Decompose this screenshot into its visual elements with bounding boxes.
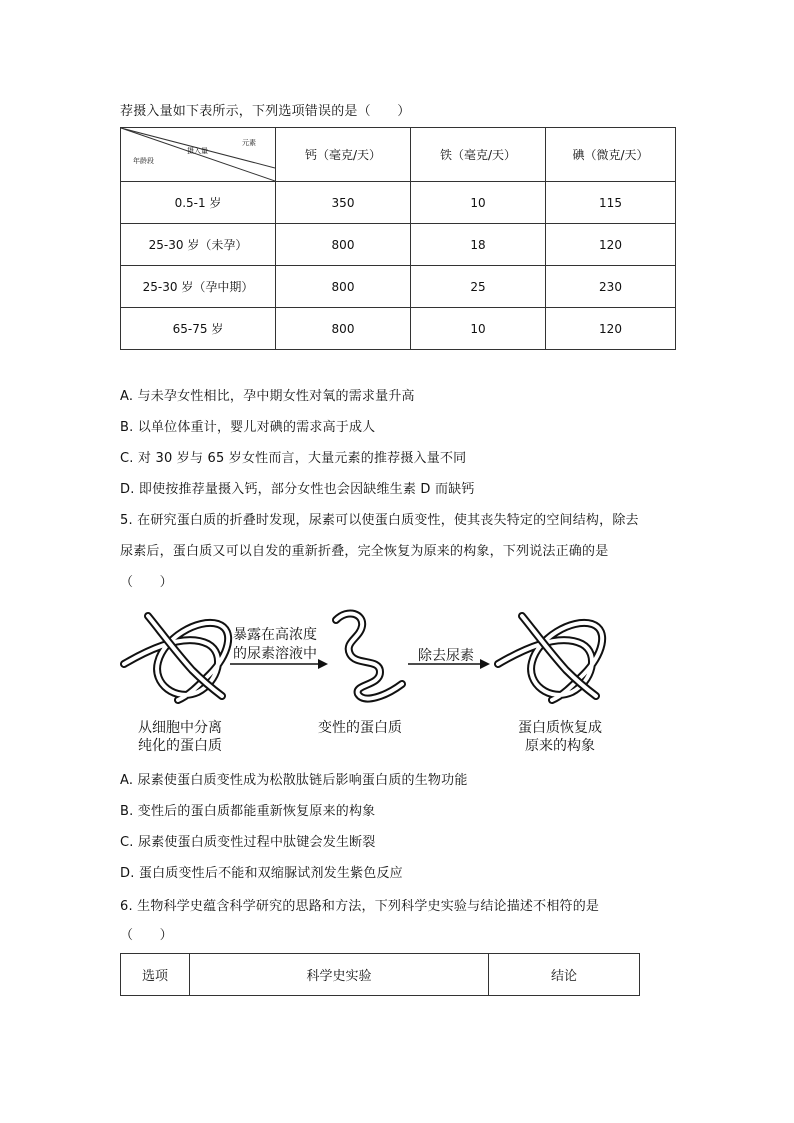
- diag-label-age: 年龄段: [133, 157, 154, 165]
- age-cell: 25-30 岁（孕中期）: [121, 266, 276, 308]
- value-cell: 230: [546, 266, 676, 308]
- header-experiment: 科学史实验: [190, 954, 489, 996]
- header-iron: 铁（毫克/天）: [411, 128, 546, 182]
- arrow1-label-line2: 的尿素溶液中: [233, 646, 317, 662]
- arrow1-label-line1: 暴露在高浓度: [233, 627, 317, 643]
- figure-left-label-line1: 从细胞中分离: [138, 720, 222, 736]
- value-cell: 18: [411, 224, 546, 266]
- diagonal-header-cell: [121, 128, 276, 182]
- question-intro: 荐摄入量如下表所示，下列选项错误的是（ ）: [120, 104, 411, 119]
- nutrient-intake-table: [120, 127, 676, 350]
- value-cell: 800: [276, 308, 411, 350]
- table-header-row: [121, 954, 640, 996]
- value-cell: 800: [276, 266, 411, 308]
- q4-option-c: C. 对 30 岁与 65 岁女性而言，大量元素的推荐摄入量不同: [120, 451, 467, 466]
- q6-stem-line1: 6. 生物科学史蕴含科学研究的思路和方法，下列科学史实验与结论描述不相符的是: [120, 899, 600, 914]
- q5-stem-line3: （ ）: [120, 575, 173, 590]
- age-cell: 0.5-1 岁: [121, 182, 276, 224]
- age-cell: 25-30 岁（未孕）: [121, 224, 276, 266]
- q4-option-a: A. 与未孕女性相比，孕中期女性对氧的需求量升高: [120, 389, 415, 404]
- q5-option-c: C. 尿素使蛋白质变性过程中肽键会发生断裂: [120, 835, 376, 850]
- folded-protein-icon: [124, 616, 228, 700]
- denatured-protein-icon: [336, 613, 402, 698]
- q5-stem-line2: 尿素后，蛋白质又可以自发的重新折叠，完全恢复为原来的构象，下列说法正确的是: [120, 544, 609, 559]
- q5-option-d: D. 蛋白质变性后不能和双缩脲试剂发生紫色反应: [120, 866, 403, 881]
- figure-right-label-line1: 蛋白质恢复成: [518, 720, 602, 736]
- value-cell: 800: [276, 224, 411, 266]
- header-conclusion: 结论: [489, 954, 640, 996]
- protein-folding-diagram: [118, 604, 678, 706]
- header-calcium: 钙（毫克/天）: [276, 128, 411, 182]
- value-cell: 25: [411, 266, 546, 308]
- refolded-protein-icon: [498, 616, 602, 700]
- table-row: [121, 308, 676, 350]
- figure-mid-label: 变性的蛋白质: [318, 720, 402, 736]
- table-row: [121, 182, 676, 224]
- figure-right-label-line2: 原来的构象: [525, 738, 595, 754]
- value-cell: 115: [546, 182, 676, 224]
- diag-label-element: 元素: [242, 139, 256, 147]
- header-iodine: 碘（微克/天）: [546, 128, 676, 182]
- q5-stem-line1: 5. 在研究蛋白质的折叠时发现，尿素可以使蛋白质变性，使其丧失特定的空间结构，除去: [120, 513, 639, 528]
- diag-label-intake: 摄入量: [187, 147, 208, 155]
- table-row: [121, 266, 676, 308]
- q5-option-a: A. 尿素使蛋白质变性成为松散肽链后影响蛋白质的生物功能: [120, 773, 468, 788]
- q4-option-d: D. 即使按推荐量摄入钙，部分女性也会因缺维生素 D 而缺钙: [120, 482, 475, 497]
- age-cell: 65-75 岁: [121, 308, 276, 350]
- figure-left-label-line2: 纯化的蛋白质: [138, 738, 222, 754]
- q5-option-b: B. 变性后的蛋白质都能重新恢复原来的构象: [120, 804, 376, 819]
- value-cell: 10: [411, 308, 546, 350]
- q4-option-b: B. 以单位体重计，婴儿对碘的需求高于成人: [120, 420, 376, 435]
- arrow2-label: 除去尿素: [418, 648, 474, 664]
- table-header-row: [121, 128, 676, 182]
- science-history-table: [120, 953, 640, 996]
- table-row: [121, 224, 676, 266]
- value-cell: 120: [546, 224, 676, 266]
- value-cell: 350: [276, 182, 411, 224]
- header-option: 选项: [121, 954, 190, 996]
- value-cell: 10: [411, 182, 546, 224]
- q6-stem-line2: （ ）: [120, 928, 173, 943]
- value-cell: 120: [546, 308, 676, 350]
